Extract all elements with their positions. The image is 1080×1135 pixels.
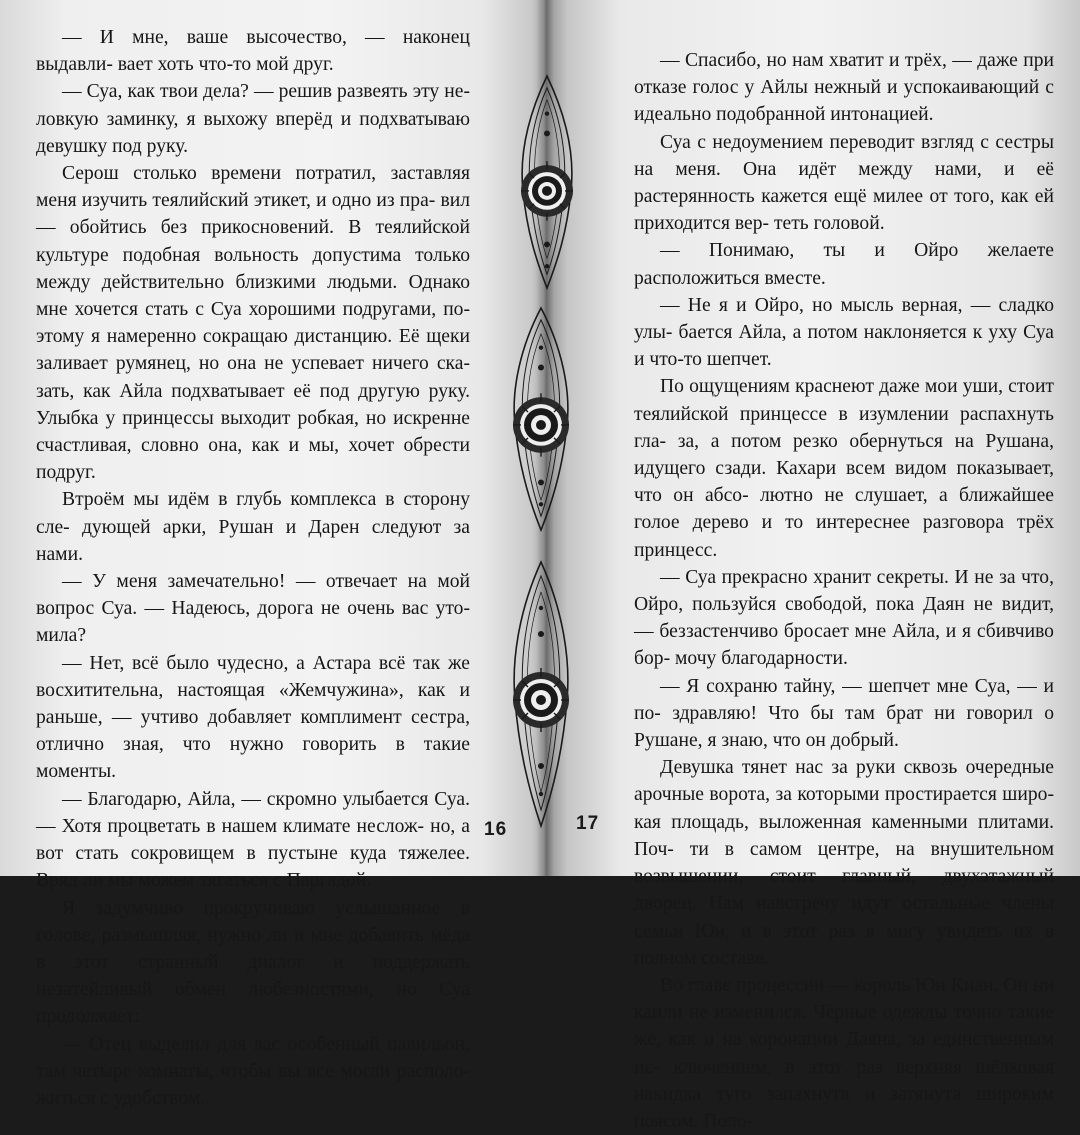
paragraph: — Нет, всё было чудесно, а Астара всё так же восхитительна, настоящая «Жемчужина», как и раньше, — учтиво добавляет комплимент сестра, отлично зная, что нужно говорить в такие моменты. <box>36 652 470 783</box>
right-page-text <box>634 47 1054 1135</box>
paragraph: Я задумчиво прокручиваю услышанное в голове, размышляя, нужно ли и мне добавить мёда в этот странный диалог и поддержать незатейливый обмен любезностями, но Суа продолжает: <box>36 897 470 1028</box>
paragraph: — И мне, ваше высочество, — наконец выдавли- вает хоть что-то мой друг. <box>36 27 470 76</box>
left-page-text <box>36 24 470 1112</box>
right-page <box>546 0 1080 1132</box>
paragraph: По ощущениям краснеют даже мои уши, стоит теялийской принцессе в изумлении распахнуть гла- за, а потом резко обернуться на Рушана, идущего сзади. Кахари всем видом показывает, что он абсо- лютно не слушает, а ближайшее голое дерево и то интереснее разговора трёх принцесс. <box>634 376 1054 561</box>
left-page <box>0 0 548 1109</box>
page-number-left: 16 <box>484 819 508 840</box>
paragraph: — У меня замечательно! — отвечает на мой вопрос Суа. — Надеюсь, дорога не очень вас уто- мила? <box>36 571 470 647</box>
paragraph: — Суа прекрасно хранит секреты. И не за что, Ойро, пользуйся свободой, пока Даян не видит, — беззастенчиво бросает мне Айла, и я сбивчиво бор- мочу благодарности. <box>634 566 1054 670</box>
paragraph: — Суа, как твои дела? — решив развеять эту не- ловкую заминку, я выхожу вперёд и подхватываю девушку под руку. <box>36 81 470 157</box>
paragraph: — Я сохраню тайну, — шепчет мне Суа, — и по- здравляю! Что бы там брат ни говорил о Рушане, я знаю, что он добрый. <box>634 675 1054 752</box>
paragraph: Во главе процессии — король Юн Киан. Он ни капли не изменился. Чёрные одежды точно такие же, как и на коронации Даяна, за единственным ис- ключением, в этот раз верхняя шёлковая накидка туго запахнута и затянута широким поясом. Поло- <box>634 974 1054 1132</box>
paragraph: — Спасибо, но нам хватит и трёх, — даже при отказе голос у Айлы нежный и успокаивающий с идеально подобранной интонацией. <box>634 50 1054 126</box>
page-number-right: 17 <box>576 813 600 834</box>
mandala-ornament-icon <box>517 74 577 292</box>
mandala-ornament-icon <box>511 306 571 534</box>
paragraph: Серош столько времени потратил, заставляя меня изучить теялийский этикет, и одно из пра- вил — обойтись без прикосновений. В теялийской культуре подобная вольность допустима только между действительно близкими людьми. Однако мне хочется стать с Суа хорошими подругами, по- этому я намеренно сокращаю дистанцию. Её щеки заливает румянец, но она не успевает ничего ска- зать, как Айла подхватывает её под другую руку. Улыбка у принцессы выходит робкая, но искренне счастливая, словно она, как и мы, хочет обрести подруг. <box>36 163 470 484</box>
paragraph: — Благодарю, Айла, — скромно улыбается Суа. — Хотя процветать в нашем климате неслож‑ но, а вот стать сокровищем в пустыне куда тяжелее. Вряд ли мы можем тягаться с Паргадой. <box>36 788 470 892</box>
paragraph: Втроём мы идём в глубь комплекса в сторону сле- дующей арки, Рушан и Дарен следуют за нами. <box>36 489 470 565</box>
mandala-ornament-icon <box>511 560 571 830</box>
paragraph: — Понимаю, ты и Ойро желаете расположиться вместе. <box>634 240 1054 289</box>
paragraph: Девушка тянет нас за руки сквозь очередные арочные ворота, за которыми простирается широ- кая площадь, выложенная каменными плитами. Поч- ти в самом центре, на внушительном возвышении, стоит главный, двухэтажный дворец. Нам навстречу идут остальные члены семьи Юн, и в этот раз я могу увидеть их в полном составе. <box>634 757 1055 969</box>
paragraph: — Отец выделил для вас особенный павильон, там четыре комнаты, чтобы вы все могли располо- житься с удобством. <box>36 1033 470 1109</box>
paragraph: — Не я и Ойро, но мысль верная, — сладко улы- бается Айла, а потом наклоняется к уху Суа и что-то шепчет. <box>634 294 1055 371</box>
paragraph: Суа с недоумением переводит взгляд с сестры на меня. Она идёт между нами, и её растерянность кажется ещё милее от того, как ей приходится вер- теть головой. <box>634 131 1054 235</box>
